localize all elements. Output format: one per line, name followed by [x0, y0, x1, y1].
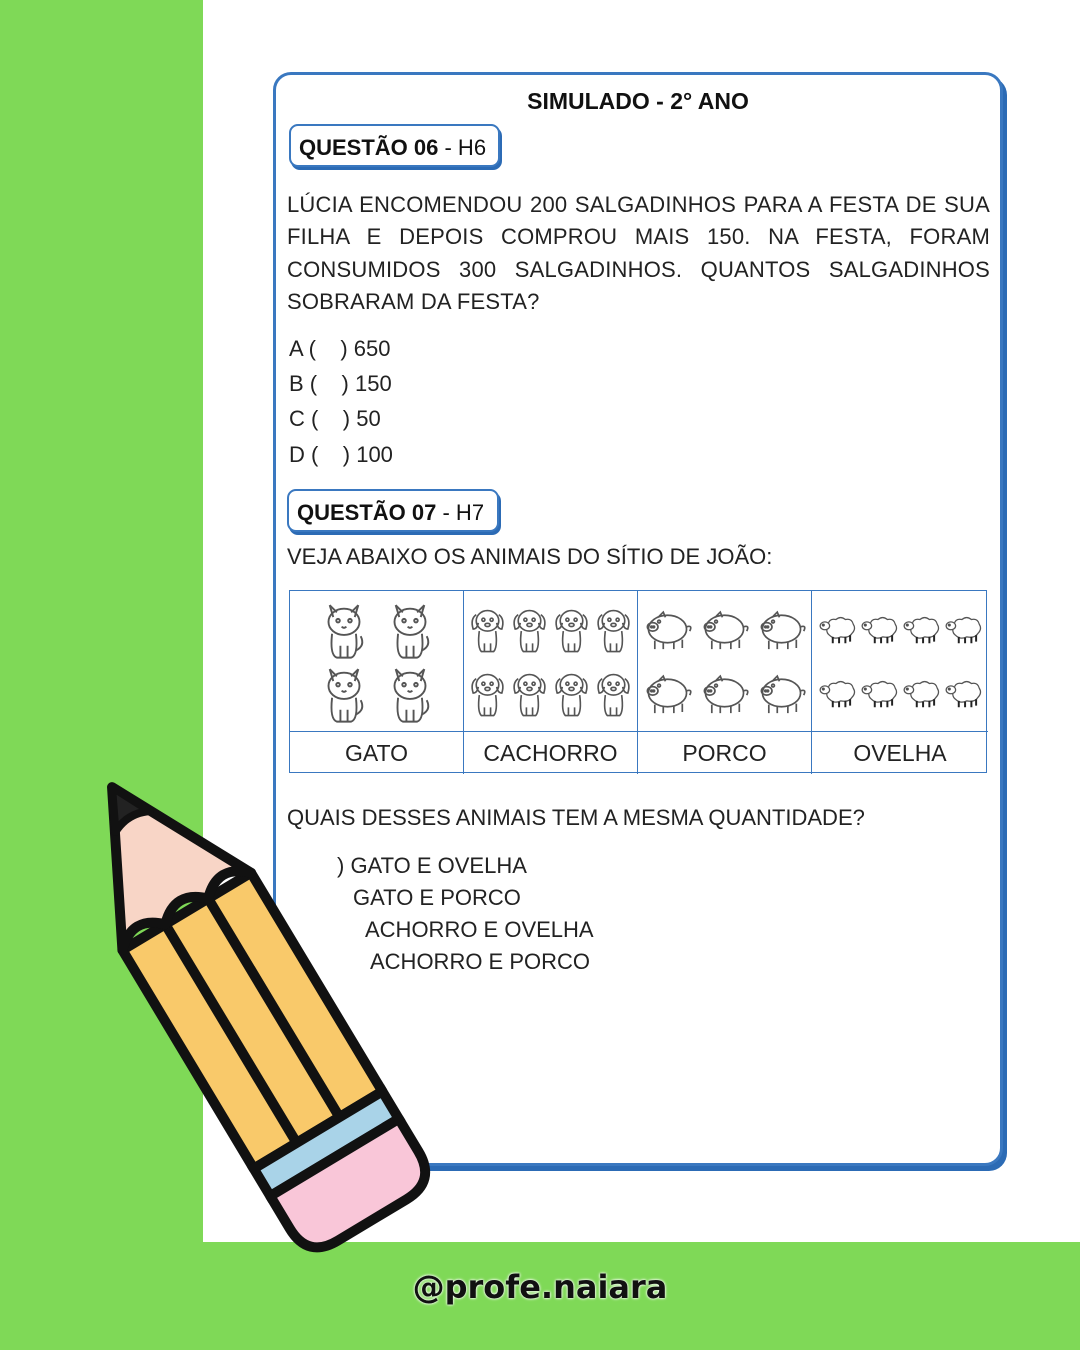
question-07-text: QUAIS DESSES ANIMAIS TEM A MESMA QUANTIDADE? — [287, 805, 865, 830]
q7-option-d[interactable]: ACHORRO E PORCO — [370, 949, 591, 974]
label-porco: PORCO — [638, 732, 812, 774]
question-07-label: QUESTÃO 07 - H7 — [287, 489, 499, 532]
q6-option-b[interactable]: B ( ) 150 — [289, 371, 392, 396]
label-cachorro: CACHORRO — [464, 732, 638, 774]
question-06-label: QUESTÃO 06 - H6 — [289, 124, 500, 167]
footer-handle: @profe.naiara — [412, 1268, 668, 1306]
worksheet-title: SIMULADO - 2° ANO — [527, 88, 749, 114]
label-gato: GATO — [290, 732, 464, 774]
question-07-intro: VEJA ABAIXO OS ANIMAIS DO SÍTIO DE JOÃO: — [287, 544, 773, 569]
q7-option-c[interactable]: ACHORRO E OVELHA — [365, 917, 594, 942]
q6-option-a[interactable]: A ( ) 650 — [289, 336, 391, 361]
q7-option-b[interactable]: GATO E PORCO — [353, 885, 521, 910]
q6-option-c[interactable]: C ( ) 50 — [289, 406, 381, 431]
q6-option-d[interactable]: D ( ) 100 — [289, 442, 393, 467]
q7-option-a[interactable]: ) GATO E OVELHA — [337, 853, 527, 878]
label-ovelha: OVELHA — [853, 739, 947, 766]
question-06-text: LÚCIA ENCOMENDOU 200 SALGADINHOS PARA A FESTA DE SUA FILHA E DEPOIS COMPROU MAIS 150. NA FESTA, FORAM CONSUMIDOS 300 SALGADINHOS. QUANTOS SALGADINHOS SOBRARAM DA FESTA? — [287, 192, 990, 314]
